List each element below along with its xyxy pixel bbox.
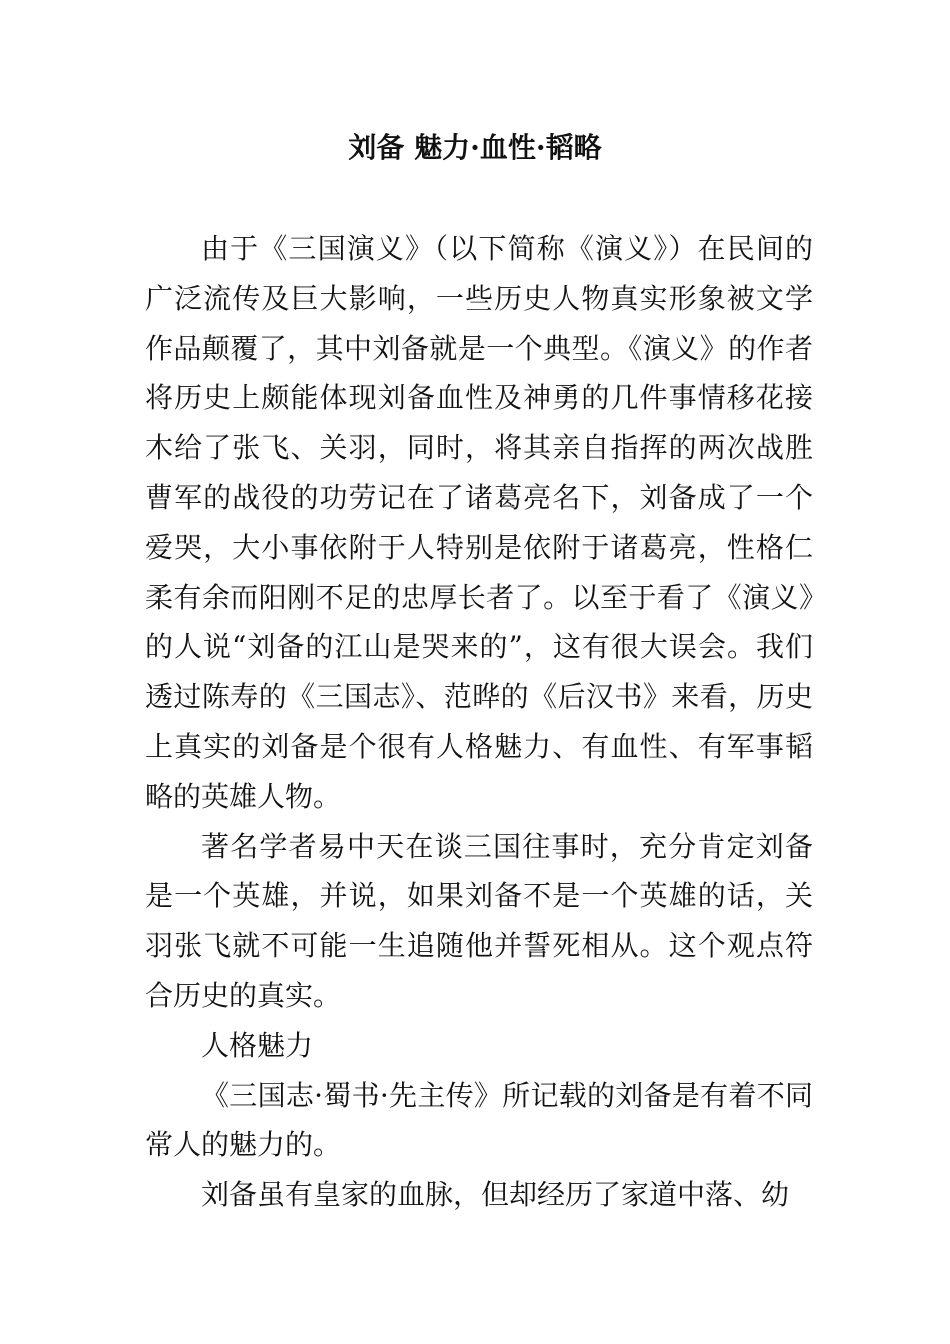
document-title: 刘备 魅力·血性·韬略 — [348, 131, 602, 164]
paragraph-intro: 由于《三国演义》（以下简称《演义》）在民间的广泛流传及巨大影响，一些历史人物真实形象被文学作品颠覆了，其中刘备就是一个典型。《演义》的作者将历史上颇能体现刘备血性及神勇的几件事情移花接木给了张飞、关羽，同时，将其亲自指挥的两次战胜曹军的战役的功劳记在了诸葛亮名下，刘备成了一个爱哭，大小事依附于人特别是依附于诸葛亮，性格仁柔有余而阳刚不足的忠厚长者了。以至于看了《演义》的人说“刘备的江山是哭来的”，这有很大误会。我们透过陈寿的《三国志》、范晔的《后汉书》来看，历史上真实的刘备是个很有人格魅力、有血性、有军事韬略的英雄人物。 — [145, 232, 813, 813]
document-body — [145, 224, 813, 1220]
paragraph-royal-lineage: 刘备虽有皇家的血脉，但却经历了家道中落、幼 — [201, 1178, 790, 1212]
paragraph-sanguozhi: 《三国志·蜀书·先主传》所记载的刘备是有着不同常人的魅力的。 — [145, 1078, 813, 1162]
section-heading-personal-charm: 人格魅力 — [201, 1028, 314, 1062]
paragraph-yi-zhongtian: 著名学者易中天在谈三国往事时，充分肯定刘备是一个英雄，并说，如果刘备不是一个英雄的话，关羽张飞就不可能一生追随他并誓死相从。这个观点符合历史的真实。 — [145, 829, 813, 1012]
